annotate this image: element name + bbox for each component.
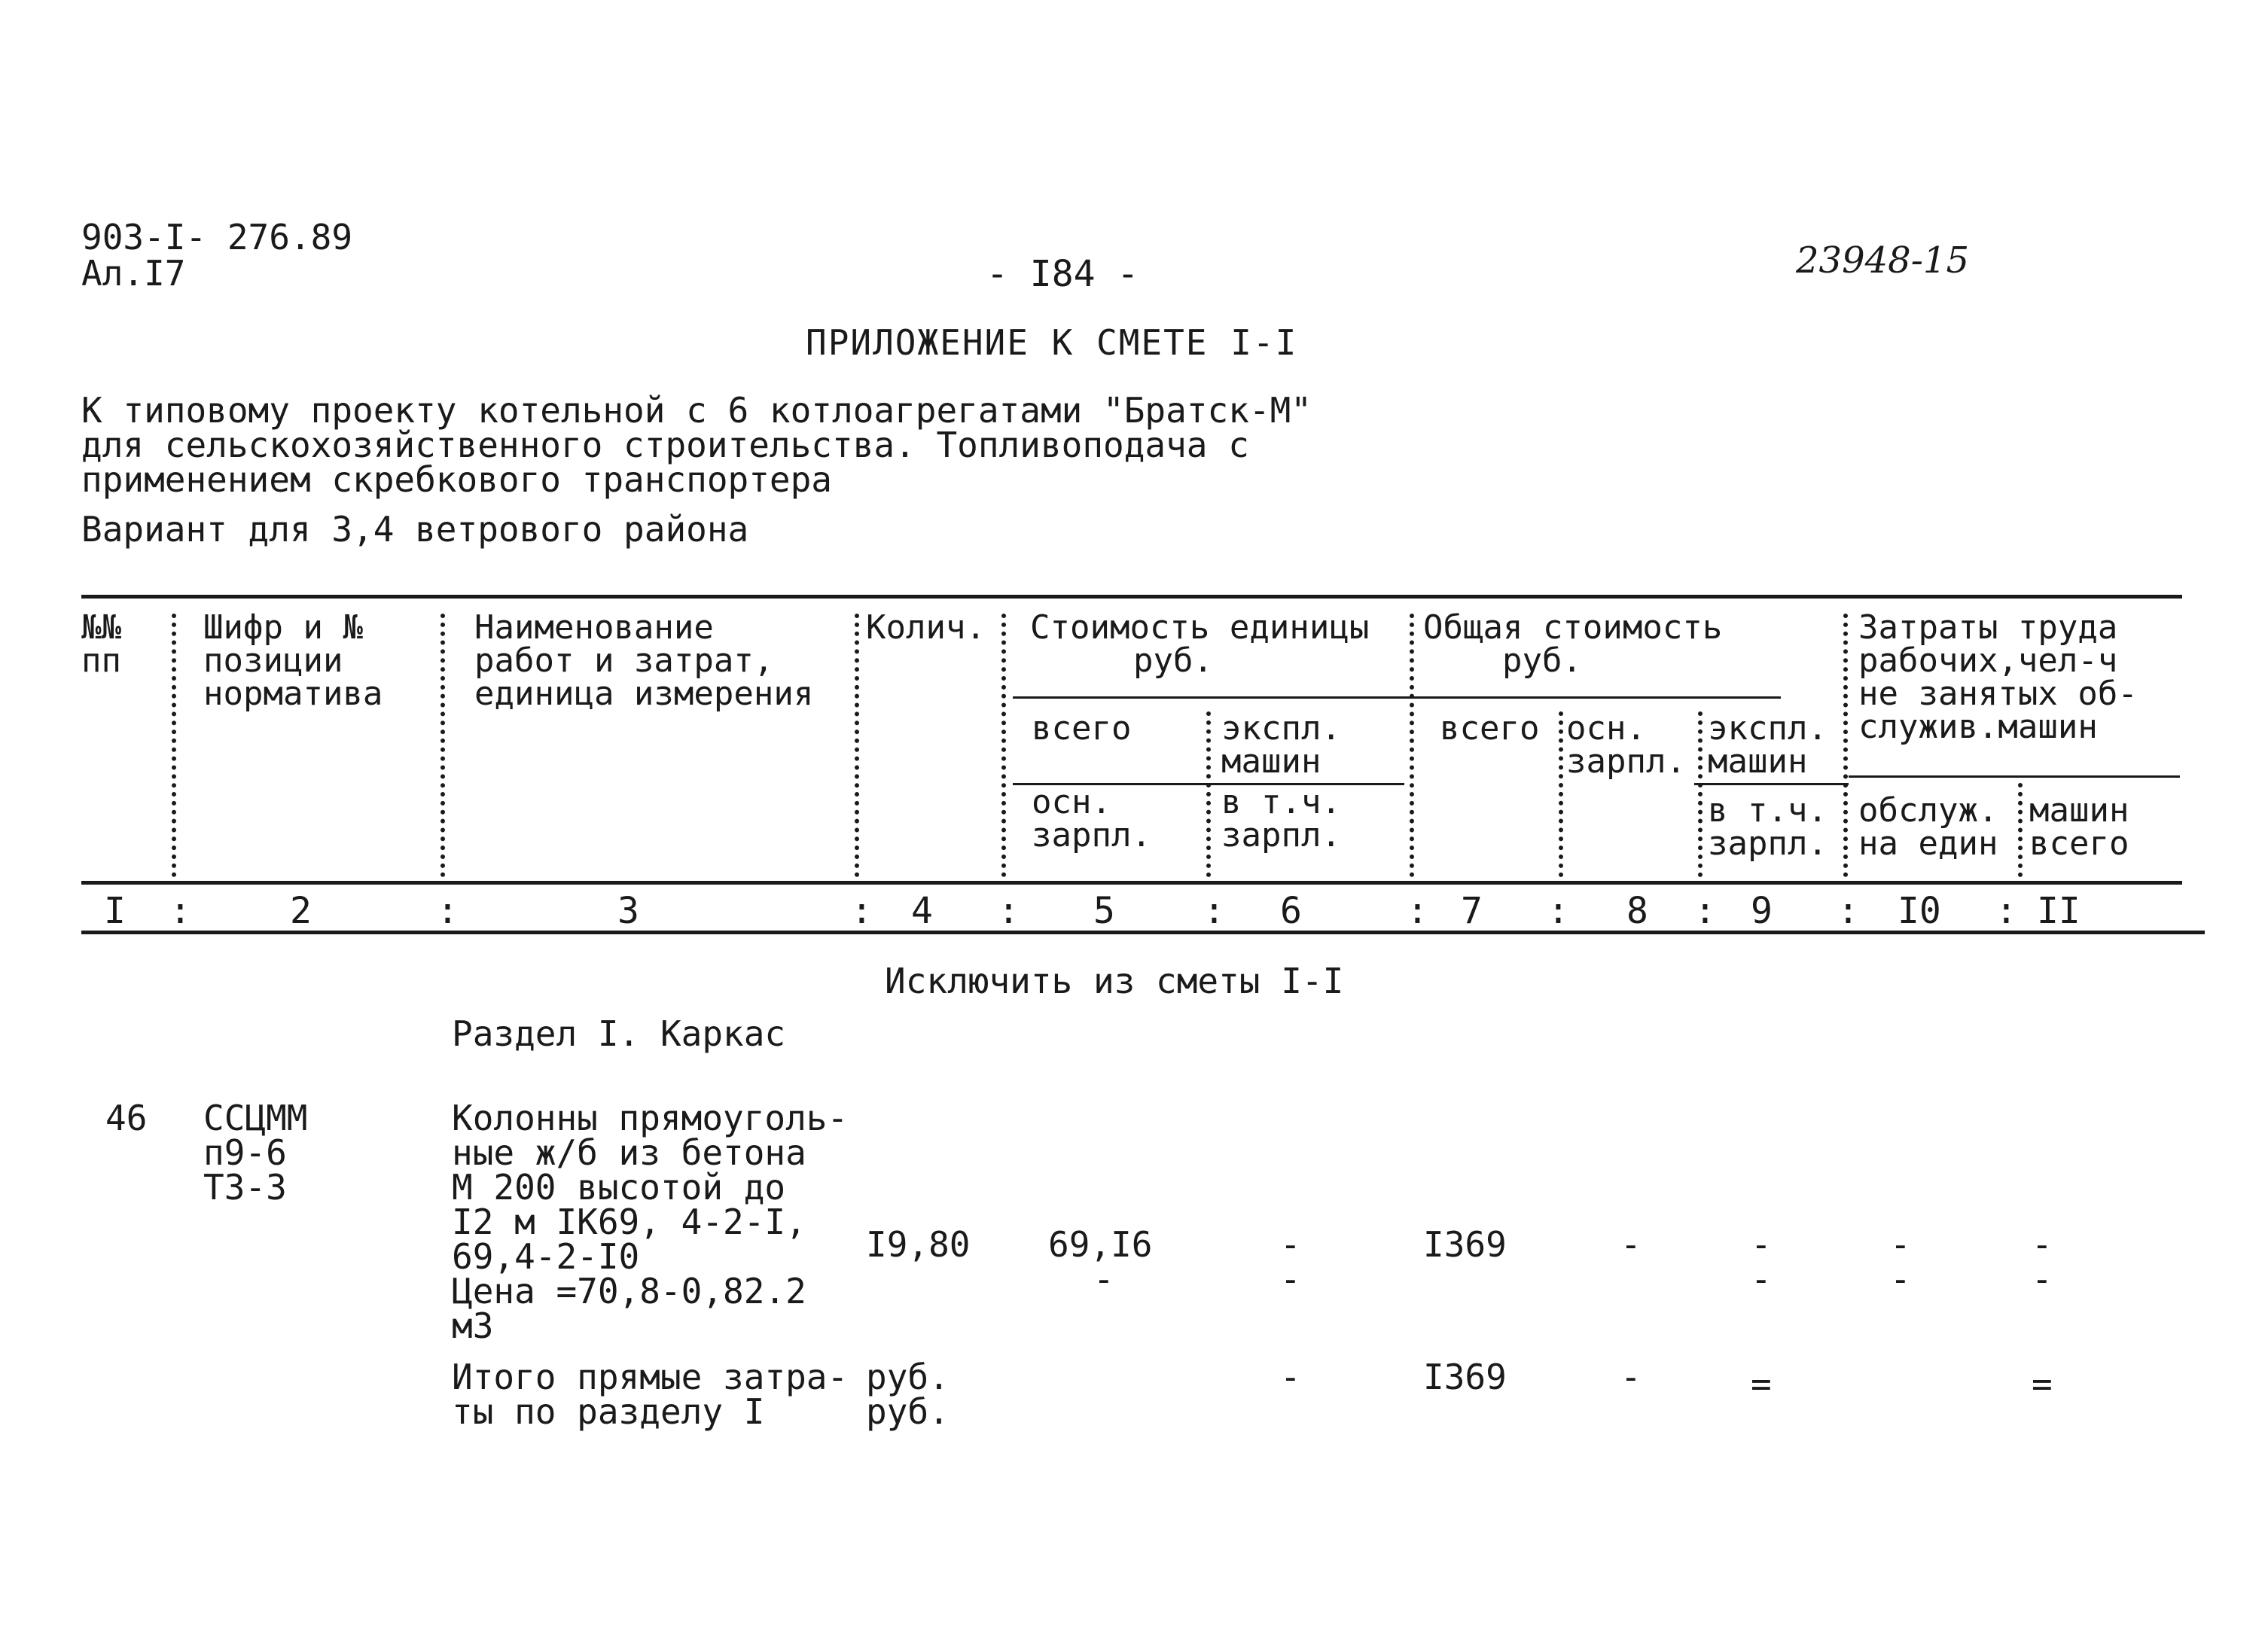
column-number-separator: :: [1694, 890, 1716, 932]
header-unit-wage-line-1: осн.: [1032, 783, 1111, 821]
header-name-line-1: Наименование: [474, 608, 714, 647]
column-number-separator: :: [1547, 890, 1569, 932]
totals-label-line-2: ты по разделу I: [452, 1391, 765, 1432]
column-number-separator: :: [169, 890, 191, 932]
header-code-line-1: Шифр и №: [203, 608, 363, 647]
row-number: 46: [105, 1098, 148, 1138]
row-code-line-3: Т3-3: [203, 1167, 287, 1208]
totals-unit-line-2: руб.: [866, 1391, 950, 1432]
row-name-line-4: I2 м IК69, 4-2-I,: [452, 1202, 806, 1242]
description-line-2: для сельскохозяйственного строительства. Топливоподача с: [81, 425, 1249, 465]
header-unit-machines-line-2: машин: [1221, 742, 1321, 781]
header-total-incl-line-1: в т.ч.: [1708, 791, 1828, 830]
column-number-4: 4: [911, 890, 933, 932]
col-separator-9: [1843, 614, 1848, 877]
column-number-8: 8: [1626, 890, 1648, 932]
col-separator-8: [1698, 711, 1703, 877]
handwritten-reference: 23948-15: [1796, 239, 1969, 282]
totals-unit-line-1: руб.: [866, 1357, 950, 1397]
header-total-machines-line-2: машин: [1708, 742, 1808, 781]
row-name-line-3: М 200 высотой до: [452, 1167, 786, 1208]
col-separator-6: [1410, 614, 1414, 877]
header-unit-wage-line-2: зарпл.: [1032, 816, 1151, 854]
header-labor-line-1: Затраты труда: [1858, 608, 2118, 647]
col-separator-7: [1559, 711, 1563, 877]
header-labor-serv-line-1: обслуж.: [1858, 791, 1998, 830]
column-numbers-rule: [81, 931, 2205, 934]
col-separator-5: [1206, 711, 1211, 877]
column-number-5: 5: [1093, 890, 1115, 932]
column-number-1: I: [104, 890, 126, 932]
totals-total-wage: -: [1620, 1357, 1642, 1397]
header-code-line-3: норматива: [203, 675, 383, 713]
col-separator-3: [855, 614, 859, 877]
header-labor-line-3: не занятых об-: [1858, 675, 2138, 713]
header-name-line-2: работ и затрат,: [474, 641, 774, 680]
unit-total-cost-rule: [1013, 696, 1781, 699]
header-labor-line-4: служив.машин: [1858, 708, 2098, 746]
row-labor-serv: -: [1890, 1224, 1911, 1265]
header-total-cost-line-2: руб.: [1502, 641, 1582, 680]
column-number-3: 3: [617, 890, 639, 932]
header-total-wage-line-1: осн.: [1566, 709, 1646, 748]
row-unit-wage: -: [1093, 1259, 1114, 1299]
column-number-11: II: [2037, 890, 2081, 932]
row-total-wage: -: [1620, 1224, 1642, 1265]
row-unit-incl-wage: -: [1280, 1259, 1301, 1299]
col-separator-10: [2018, 783, 2023, 877]
totals-labor-machines: =: [2032, 1363, 2053, 1404]
exclude-heading: Исключить из сметы I-I: [885, 961, 1344, 1001]
row-unit-total: 69,I6: [1048, 1224, 1153, 1265]
row-unit-machines: -: [1280, 1224, 1301, 1265]
row-total-incl-wage: -: [1751, 1259, 1772, 1299]
row-name-line-5: 69,4-2-I0: [452, 1236, 640, 1277]
table-top-rule: [81, 595, 2182, 599]
header-unit-total: всего: [1032, 709, 1132, 748]
header-labor-line-2: рабочих,чел-ч: [1858, 641, 2118, 680]
column-number-separator: :: [437, 890, 459, 932]
header-total-total: всего: [1440, 709, 1540, 748]
header-num-line-2: пп: [81, 641, 121, 680]
column-number-separator: :: [1203, 890, 1225, 932]
header-unit-incl-line-1: в т.ч.: [1221, 783, 1341, 821]
labor-subheader-rule: [1849, 775, 2180, 778]
column-number-separator: :: [1995, 890, 2017, 932]
totals-total-machines: =: [1751, 1363, 1772, 1404]
row-code-line-2: п9-6: [203, 1132, 287, 1173]
totals-unit-machines: -: [1280, 1357, 1301, 1397]
page-number: - I84 -: [986, 253, 1139, 295]
column-number-10: I0: [1898, 890, 1941, 932]
column-number-separator: :: [851, 890, 873, 932]
header-total-wage-line-2: зарпл.: [1566, 742, 1686, 781]
machines-subheader-rule: [1694, 783, 1849, 785]
header-total-cost-line-1: Общая стоимость: [1423, 608, 1723, 647]
col-separator-2: [440, 614, 445, 877]
header-labor-mach-line-1: машин: [2029, 791, 2129, 830]
header-unit-cost-line-2: руб.: [1133, 641, 1213, 680]
row-name-line-6: Цена =70,8-0,82.2: [452, 1271, 806, 1311]
row-labor-machines-2: -: [2032, 1259, 2053, 1299]
header-unit-incl-line-2: зарпл.: [1221, 816, 1341, 854]
album-number: Ал.I7: [81, 253, 186, 294]
header-quantity: Колич.: [866, 608, 986, 647]
column-number-7: 7: [1461, 890, 1483, 932]
row-total-machines: -: [1751, 1224, 1772, 1265]
row-total: I369: [1423, 1224, 1507, 1265]
header-code-line-2: позиции: [203, 641, 343, 680]
section-heading: Раздел I. Каркас: [452, 1013, 786, 1054]
totals-total: I369: [1423, 1357, 1507, 1397]
header-total-machines-line-1: экспл.: [1708, 709, 1828, 748]
col-separator-1: [172, 614, 176, 877]
header-total-incl-line-2: зарпл.: [1708, 824, 1828, 863]
header-num-line-1: №№: [81, 608, 121, 647]
row-labor-machines: -: [2032, 1224, 2053, 1265]
totals-label-line-1: Итого прямые затра-: [452, 1357, 849, 1397]
header-bottom-rule: [81, 881, 2182, 885]
header-unit-machines-line-1: экспл.: [1221, 709, 1341, 748]
row-name-line-7: м3: [452, 1305, 494, 1346]
column-number-separator: :: [998, 890, 1020, 932]
page-title: ПРИЛОЖЕНИЕ К СМЕТЕ I-I: [806, 322, 1298, 363]
row-labor-serv-2: -: [1890, 1259, 1911, 1299]
row-name-line-1: Колонны прямоуголь-: [452, 1098, 849, 1138]
header-labor-mach-line-2: всего: [2029, 824, 2129, 863]
col-separator-4: [1001, 614, 1006, 877]
description-line-1: К типовому проекту котельной с 6 котлоагрегатами "Братск-М": [81, 390, 1312, 431]
header-unit-cost-line-1: Стоимость единицы: [1030, 608, 1370, 647]
header-name-line-3: единица измерения: [474, 675, 814, 713]
row-code-line-1: ССЦММ: [203, 1098, 308, 1138]
variant-line: Вариант для 3,4 ветрового района: [81, 509, 749, 550]
column-number-2: 2: [290, 890, 312, 932]
row-name-line-2: ные ж/б из бетона: [452, 1132, 806, 1173]
description-line-3: применением скребкового транспортера: [81, 459, 832, 500]
column-number-9: 9: [1751, 890, 1773, 932]
header-labor-serv-line-2: на един: [1858, 824, 1998, 863]
column-number-6: 6: [1280, 890, 1302, 932]
column-number-separator: :: [1837, 890, 1859, 932]
row-quantity: I9,80: [866, 1224, 971, 1265]
document-code: 903-I- 276.89: [81, 217, 353, 257]
column-number-separator: :: [1407, 890, 1428, 932]
